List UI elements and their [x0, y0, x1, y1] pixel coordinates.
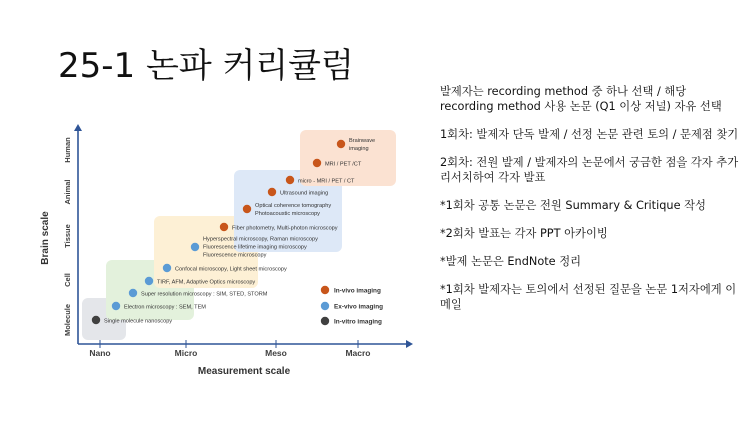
data-point-label — [124, 305, 206, 311]
note-paragraph: *1회차 공통 논문은 전원 Summary & Critique 작성 — [440, 199, 706, 212]
data-point — [163, 264, 171, 272]
data-point-label-line: Optical coherence tomography — [255, 203, 332, 209]
data-point-label — [203, 237, 318, 259]
note-paragraph: 발제자는 recording method 중 하나 선택 / 해당 recording method 사용 논문 (Q1 이상 저널) 자유 선택 — [440, 85, 722, 113]
data-point-label-line: TIRF, AFM, Adaptive Optics microscopy — [157, 279, 256, 286]
slide-title: 25-1 논파 커리큘럼 — [58, 46, 354, 86]
imaging-scale-figure — [36, 120, 416, 385]
y-tick-label: Human — [63, 137, 72, 163]
data-point-label-line: Photoacoustic microscopy — [255, 211, 320, 217]
legend-label: In-vivo imaging — [334, 287, 381, 295]
legend-marker — [321, 302, 329, 310]
data-point-label-line: Ultrasound imaging — [280, 190, 329, 197]
data-point-label-line: Fluorescence lifetime imaging microscopy — [203, 244, 307, 251]
data-point-label — [298, 179, 355, 185]
y-axis-arrow — [74, 124, 82, 131]
data-point-label — [175, 267, 287, 273]
data-point-label — [232, 226, 338, 232]
scale-chart — [36, 120, 416, 385]
x-tick-label: Micro — [174, 348, 198, 358]
data-point-label-line: Confocal microscopy, Light sheet microscopy — [175, 266, 287, 273]
legend-marker — [321, 286, 329, 294]
data-point-label-line: Super resolution microscopy : SIM, STED, STORM — [141, 291, 268, 298]
note-paragraph: 1회차: 발제자 단독 발제 / 선정 논문 관련 토의 / 문제점 찾기 — [440, 128, 739, 141]
legend-label: Ex-vivo imaging — [334, 303, 384, 311]
data-point — [129, 289, 137, 297]
data-point-label — [104, 319, 172, 325]
note-paragraph: *2회차 발표는 각자 PPT 아카이빙 — [440, 227, 608, 240]
y-tick-label: Animal — [63, 179, 72, 205]
data-point — [145, 277, 153, 285]
x-axis-arrow — [406, 340, 413, 348]
note-paragraph: 2회차: 전원 발제 / 발제자의 논문에서 궁금한 점을 각자 추가 리서치하여 각자 발표 — [440, 156, 739, 184]
note-paragraph: *1회차 발제자는 토의에서 선정된 질문을 논문 1저자에게 이메일 — [440, 283, 737, 311]
data-point — [313, 159, 321, 167]
data-point-label-line: Single molecule nanoscopy — [104, 318, 173, 325]
data-point-label — [157, 280, 255, 286]
x-tick-label: Meso — [265, 348, 287, 358]
note-paragraph: *발제 논문은 EndNote 정리 — [440, 255, 582, 268]
data-point — [191, 243, 199, 251]
data-point — [92, 316, 100, 324]
y-tick-label: Tissue — [63, 224, 72, 248]
data-point-label — [280, 191, 328, 197]
data-point — [220, 223, 228, 231]
y-axis-title: Brain scale — [40, 211, 51, 265]
data-point-label-line: imaging — [349, 146, 369, 152]
y-tick-label: Molecule — [63, 303, 72, 337]
x-tick-label: Nano — [89, 348, 111, 358]
x-axis-title: Measurement scale — [197, 366, 291, 377]
data-point-label-line: Electron microscopy : SEM, TEM — [124, 304, 206, 311]
data-point-label-line: Brainwave — [349, 138, 376, 144]
data-point — [243, 205, 251, 213]
data-point-label-line: Hyperspectral microscopy, Raman microscopy — [203, 236, 318, 243]
data-point-label-line: Fluorescence microscopy — [203, 252, 267, 259]
data-point-label — [325, 162, 362, 168]
data-point-label-line: MRI / PET /CT — [325, 161, 362, 168]
data-point — [337, 140, 345, 148]
data-point — [112, 302, 120, 310]
legend-marker — [321, 317, 329, 325]
x-tick-label: Macro — [345, 348, 371, 358]
notes-panel — [440, 84, 740, 325]
y-tick-label: Cell — [63, 273, 72, 287]
data-point — [286, 176, 294, 184]
data-point-label-line: micro - MRI / PET / CT — [298, 178, 355, 185]
data-point-label — [141, 292, 268, 298]
data-point-label-line: Fiber photometry, Multi-photon microscopy — [232, 225, 338, 232]
legend-label: In-vitro imaging — [334, 318, 382, 326]
data-point — [268, 188, 276, 196]
